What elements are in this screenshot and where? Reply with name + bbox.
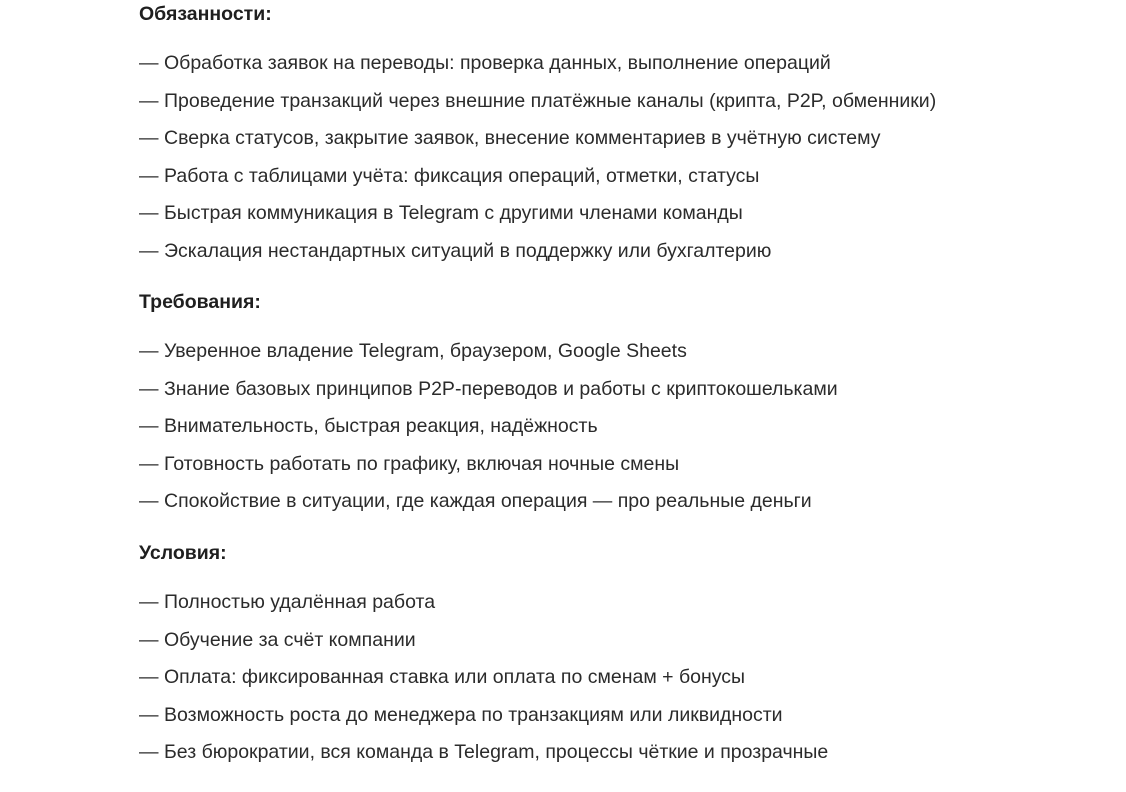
list-item-text: Быстрая коммуникация в Telegram с другими членами команды bbox=[164, 202, 743, 225]
dash-bullet: — bbox=[139, 628, 159, 651]
section-title: Обязанности: bbox=[139, 3, 272, 25]
list-item-text: Спокойствие в ситуации, где каждая операция — про реальные деньги bbox=[164, 490, 812, 513]
section-requirements bbox=[139, 288, 838, 521]
dash-bullet: — bbox=[139, 490, 159, 513]
list-item-text: Проведение транзакций через внешние платёжные каналы (крипта, P2P, обменники) bbox=[164, 89, 937, 112]
list-item-text: Готовность работать по графику, включая ночные смены bbox=[164, 452, 680, 475]
list-item-text: Полностью удалённая работа bbox=[164, 591, 436, 613]
list-item bbox=[139, 659, 828, 697]
list-item bbox=[139, 158, 936, 196]
dash-bullet: — bbox=[139, 127, 159, 150]
dash-bullet: — bbox=[139, 666, 159, 689]
list-item bbox=[139, 45, 936, 83]
list-item-text: Эскалация нестандартных ситуаций в поддержку или бухгалтерию bbox=[164, 239, 772, 262]
dash-bullet: — bbox=[139, 703, 159, 726]
list-item bbox=[139, 622, 828, 660]
dash-bullet: — bbox=[139, 239, 159, 262]
section-conditions bbox=[139, 539, 828, 772]
dash-bullet: — bbox=[139, 415, 159, 438]
list-item-text: Возможность роста до менеджера по транзакциям или ликвидности bbox=[164, 703, 783, 726]
list-item bbox=[139, 483, 838, 521]
list-item-text: Знание базовых принципов P2P-переводов и работы с криптокошельками bbox=[164, 377, 838, 400]
list-item-text: Внимательность, быстрая реакция, надёжность bbox=[164, 415, 598, 438]
list-item bbox=[139, 734, 828, 772]
list-item bbox=[139, 446, 838, 484]
list-item-text: Обработка заявок на переводы: проверка данных, выполнение операций bbox=[164, 52, 831, 74]
dash-bullet: — bbox=[139, 52, 159, 74]
list-item bbox=[139, 120, 936, 158]
list-item bbox=[139, 584, 828, 622]
responsibilities-list bbox=[139, 45, 936, 271]
section-title: Требования: bbox=[139, 291, 261, 313]
dash-bullet: — bbox=[139, 89, 159, 112]
list-item-text: Сверка статусов, закрытие заявок, внесение комментариев в учётную систему bbox=[164, 127, 881, 150]
list-item bbox=[139, 333, 838, 371]
list-item-text: Уверенное владение Telegram, браузером, Google Sheets bbox=[164, 340, 687, 362]
list-item-text: Без бюрократии, вся команда в Telegram, процессы чёткие и прозрачные bbox=[164, 741, 829, 764]
list-item bbox=[139, 83, 936, 121]
dash-bullet: — bbox=[139, 591, 159, 613]
list-item bbox=[139, 697, 828, 735]
list-item bbox=[139, 371, 838, 409]
list-item-text: Обучение за счёт компании bbox=[164, 628, 416, 651]
dash-bullet: — bbox=[139, 452, 159, 475]
dash-bullet: — bbox=[139, 340, 159, 362]
section-responsibilities bbox=[139, 0, 936, 271]
list-item bbox=[139, 408, 838, 446]
list-item-text: Работа с таблицами учёта: фиксация операций, отметки, статусы bbox=[164, 164, 760, 187]
dash-bullet: — bbox=[139, 741, 159, 764]
dash-bullet: — bbox=[139, 377, 159, 400]
list-item bbox=[139, 233, 936, 271]
dash-bullet: — bbox=[139, 164, 159, 187]
conditions-list bbox=[139, 584, 828, 772]
list-item-text: Оплата: фиксированная ставка или оплата по сменам + бонусы bbox=[164, 666, 746, 689]
section-title: Условия: bbox=[139, 542, 227, 564]
requirements-list bbox=[139, 333, 838, 521]
list-item bbox=[139, 195, 936, 233]
dash-bullet: — bbox=[139, 202, 159, 225]
